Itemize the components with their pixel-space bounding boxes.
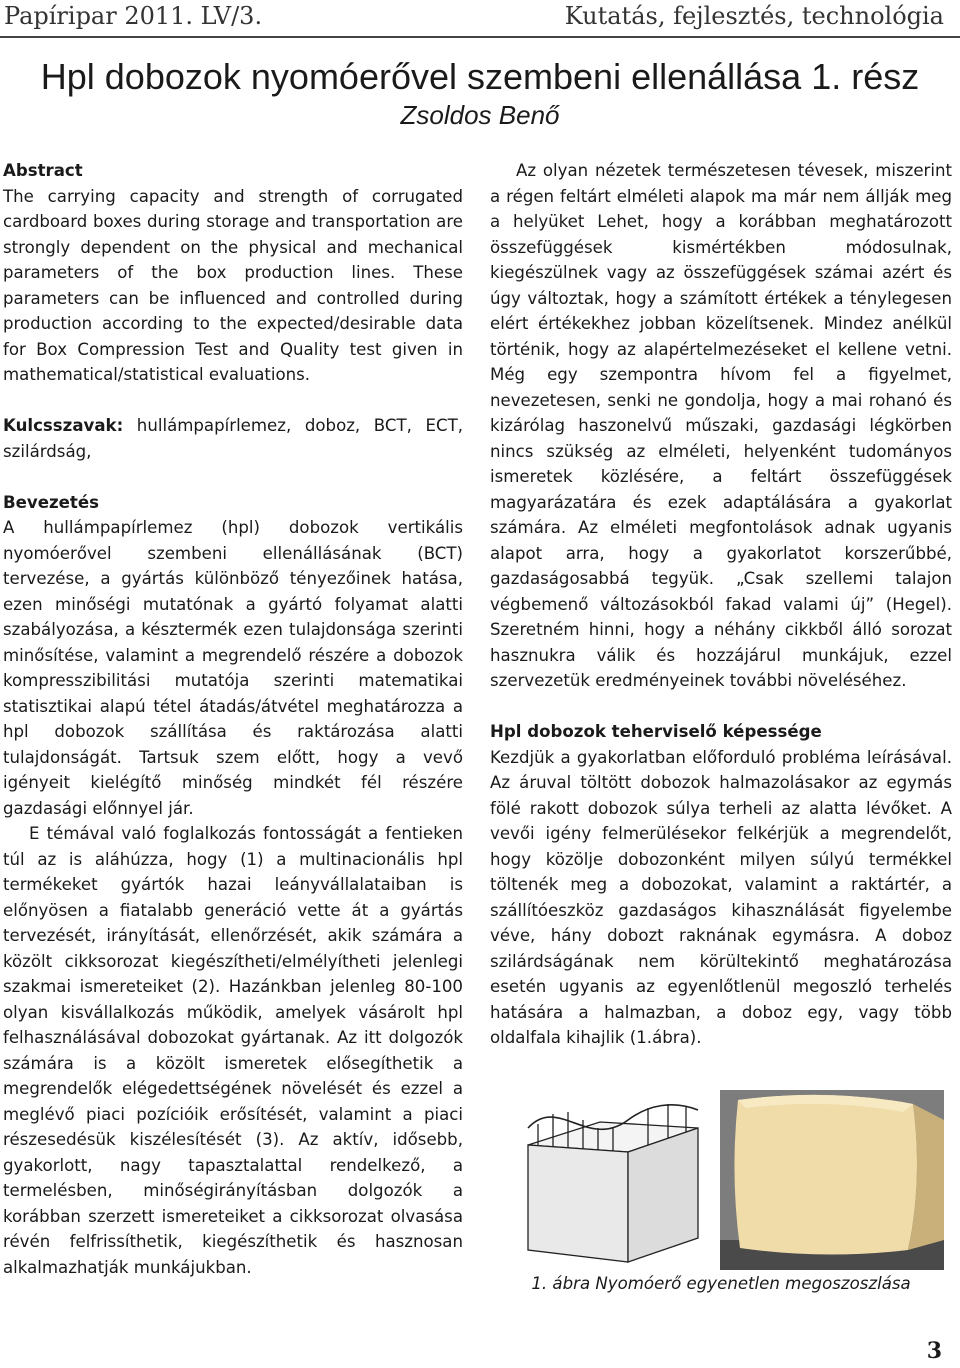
intro-heading: Bevezetés: [3, 492, 99, 512]
keywords-label: Kulcsszavak:: [3, 416, 124, 435]
intro-paragraph-3: Az olyan nézetek természetesen tévesek, miszerint a régen feltárt elméleti alapok ma már nem állják meg a helyüket Lehet, hogy a korábban meghatározott összefüggések kismértékben módosulnak, kiegészülnek vagy az összefüggések számai azért és úgy változtak, hogy a számított értékek a ténylegesen elért értékekhez jobban közelítsenek. Mindez anélkül történik, hogy az alapértelmezéseket el kellene vetni. Még egy szempontra hívom fel a figyelmet, nevezetesen, senki ne gondolja, hogy a mai rohanó és kizárólag haszonelvű műszaki, gazdasági légkörben nincs szükség az elméleti, helyenként tudományos ismeretek közlésére, a feltárt összefüggések magyarázatára és ezek adaptálására a gyakorlat számára. Az elméleti megfontolások adnak ugyanis alapot arra, hogy a gyakorlatot korszerűbbé, gazdaságosabbá tegyük. „Csak szellemi talajon végbemenő változásokból fakad valami új” (Hegel). Szeretném hinni, hogy a néhány cikkből álló sorozat hasznukra válik és hozzájárul munkájuk, ezzel szervezetük eredményeinek további növeléséhez.: [490, 161, 952, 690]
figure-box-load: [508, 1090, 944, 1270]
journal-header: Papíripar 2011. LV/3.: [4, 2, 263, 30]
keywords: [3, 413, 463, 464]
left-column: [3, 158, 463, 1280]
right-column: [490, 158, 952, 1051]
header-rule: [0, 36, 960, 38]
section2-paragraph-1: Kezdjük a gyakorlatban előforduló probléma leírásával. Az áruval töltött dobozok halmazolásakor az egymás fölé rakott dobozok súlya terheli az alatta lévőket. A vevői igény felmerülésekor felkérjük a megrendelőt, hogy közölje dobozonként milyen súlyú termékkel töltenék meg a dobozokat, valamint a raktártér, a szállítóeszköz gazdaságos kihasználását figyelembe véve, hány dobozt raknának egymásra. A doboz szilárdságának nem körültekintő meghatározása esetén ugyanis az egyenlőtlenül megoszló terhelés hatására a halmazban, a doboz egy, vagy több oldalfala kihajlik (1.ábra).: [490, 747, 952, 1047]
article-author: Zsoldos Benő: [400, 100, 560, 130]
abstract-heading: Abstract: [3, 161, 83, 180]
keywords-text: hullámpapírlemez, doboz, BCT, ECT, szilárdság,: [3, 416, 463, 461]
box-line-drawing: [528, 1104, 698, 1262]
page-number: 3: [926, 1338, 942, 1364]
intro-paragraph-2: E témával való foglalkozás fontosságát a fentieken túl az is aláhúzza, hogy (1) a multinacionális hpl termékeket gyártók hazai leányvállalataiban is előnyösen a fiatalabb generáció vette át a gyártás tervezését, irányítását, ellenőrzését, akik számára a közölt cikksorozat kiegészítheti/elmélyítheti jelenlegi szakmai ismereteiket (2). Hazánkban jelenleg 80-100 olyan kisvállalkozás működik, amelyek vásárolt hpl felhasználásával dobozokat gyártanak. Az itt dolgozók számára is a közölt ismeretek elősegíthetik a megrendelők elégedettségének növelését és ezzel a meglévő piaci pozícióik erősítését, valamint a piaci részesedésük kiszélesítését (3). Az aktív, idősebb, gyakorlott, nagy tapasztalattal rendelkező, a termelésben, minőségirányításban dolgozók a korábban szerzett ismereteiket a cikksorozat olvasása révén felfrissíthetik, kiegészíthetik és hasznosan alkalmazhatják munkájukban.: [3, 824, 463, 1277]
intro-paragraph-1: A hullámpapírlemez (hpl) dobozok vertikális nyomóerővel szembeni ellenállásának (BCT) tervezése, a gyártás különböző tényezőinek hatása, ezen minőségi mutatónak a gyártó folyamat alatti szabályozása, a késztermék ezen tulajdonsága szerinti minősítése, valamint a megrendelő részére a dobozok kompresszibilitási mutatója szerinti matematikai statisztikai alapú tétel átadás/átvétel meghatározza a hpl dobozok szállítása és raktározása alatti tulajdonságát. Tartsuk szem előtt, hogy a vevő igényeit kielégítő minőség mindkét fél részére gazdasági előnnyel jár.: [3, 518, 463, 818]
figure-caption: 1. ábra Nyomóerő egyenetlen megoszoszlása: [531, 1274, 911, 1293]
section-header: Kutatás, fejlesztés, technológia: [564, 2, 944, 30]
article-title: Hpl dobozok nyomóerővel szembeni ellenállása 1. rész: [40, 56, 920, 97]
box-photo: [720, 1090, 944, 1270]
section2-heading: Hpl dobozok teherviselő képessége: [490, 722, 822, 741]
abstract-text: The carrying capacity and strength of corrugated cardboard boxes during storage and transportation are strongly dependent on the physical and mechanical parameters of the box production lines. These parameters can be influenced and controlled during production according to the expected/desirable data for Box Compression Test and Quality test given in mathematical/statistical evaluations.: [3, 186, 463, 384]
